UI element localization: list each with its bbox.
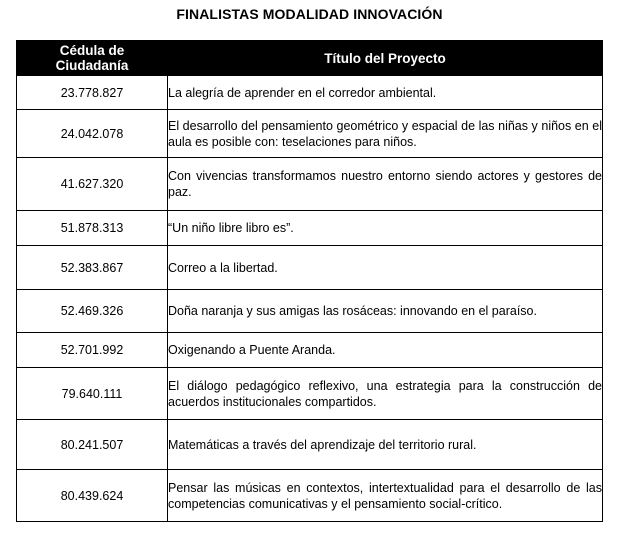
header-cedula [17,41,168,76]
table-row [17,76,603,110]
table-row [17,333,603,368]
project-title-cell: El diálogo pedagógico reflexivo, una estrategia para la construcción de acuerdos institucionales compartidos. [168,368,603,420]
page-title: FINALISTAS MODALIDAD INNOVACIÓN [176,6,443,22]
cedula-cell: 80.439.624 [17,470,168,522]
cedula-cell: 51.878.313 [17,211,168,246]
project-title-cell: Oxigenando a Puente Aranda. [168,333,603,368]
cedula-cell: 52.701.992 [17,333,168,368]
cedula-cell: 23.778.827 [17,76,168,110]
header-cedula-line2: Ciudadanía [55,58,129,73]
table-row [17,211,603,246]
table-row [17,246,603,290]
project-title-cell: Con vivencias transformamos nuestro entorno siendo actores y gestores de paz. [168,158,603,211]
project-title-cell: Doña naranja y sus amigas las rosáceas: innovando en el paraíso. [168,290,603,333]
header-cedula-line1: Cédula de [59,43,125,58]
table-row [17,368,603,420]
header-titulo: Título del Proyecto [168,41,603,76]
project-title-cell: Correo a la libertad. [168,246,603,290]
table-row [17,420,603,470]
project-title-cell: Matemáticas a través del aprendizaje del territorio rural. [168,420,603,470]
project-title-cell: La alegría de aprender en el corredor ambiental. [168,76,603,110]
cedula-cell: 52.383.867 [17,246,168,290]
project-title-cell: El desarrollo del pensamiento geométrico y espacial de las niñas y niños en el aula es posible con: teselaciones para niños. [168,110,603,158]
finalists-table [16,40,603,522]
cedula-cell: 80.241.507 [17,420,168,470]
cedula-cell: 52.469.326 [17,290,168,333]
project-title-cell: “Un niño libre libro es”. [168,211,603,246]
table-header-row [17,41,603,76]
cedula-cell: 41.627.320 [17,158,168,211]
project-title-cell: Pensar las músicas en contextos, intertextualidad para el desarrollo de las competencias comunicativas y el pensamiento social-crítico. [168,470,603,522]
table-row [17,470,603,522]
table-row [17,290,603,333]
cedula-cell: 79.640.111 [17,368,168,420]
table-row [17,110,603,158]
cedula-cell: 24.042.078 [17,110,168,158]
table-row [17,158,603,211]
